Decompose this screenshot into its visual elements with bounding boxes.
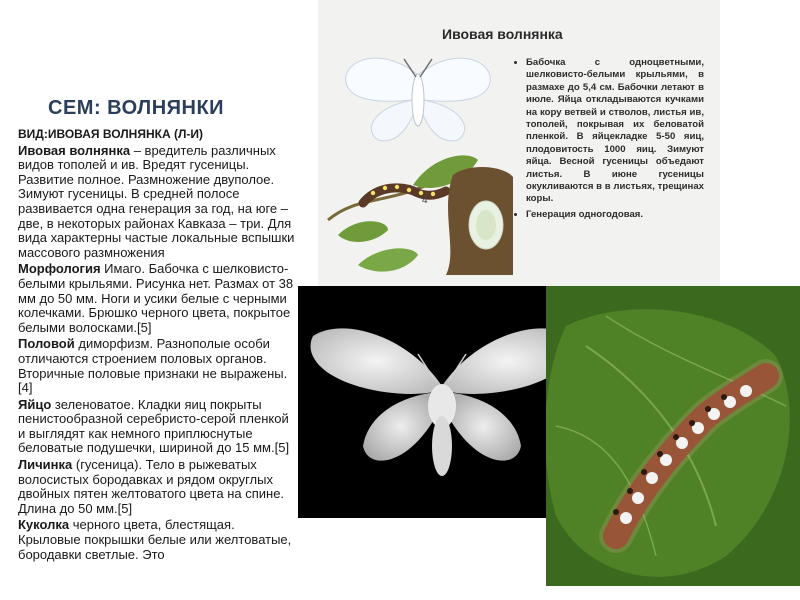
- intro-text: – вредитель различных видов тополей и ив. Вредят гусеницы. Развитие полное. Размножение двуполое. Зимуют гусеницы. В средней полосе развивается одна генерация за год, на юге – две, в некоторых районах Кавказа – три. Для вида характерны частые локальные вспышки массового размножения: [18, 142, 295, 260]
- paragraph-pupa: [18, 518, 298, 562]
- term-larva: Личинка: [18, 457, 73, 473]
- term-ivovaya: Ивовая волнянка: [18, 142, 131, 158]
- textbook-bullet-2: • Генерация одногодовая.: [526, 209, 704, 221]
- caterpillar-photo: [546, 286, 800, 586]
- slide-title: СЕМ: ВОЛНЯНКИ: [48, 97, 225, 119]
- pupa-text: черного цвета, блестящая. Крыловые покрышки белые или желтоватые, бородавки светлые. Это: [18, 517, 292, 562]
- textbook-illustration: [318, 45, 518, 280]
- species-subtitle: ВИД:ИВОВАЯ ВОЛНЯНКА (Л-И): [18, 127, 203, 141]
- textbook-title: Ивовая волнянка: [442, 26, 563, 42]
- moth-photo: [298, 286, 586, 518]
- textbook-figure: [318, 0, 720, 287]
- term-sexual: Половой: [18, 336, 75, 352]
- description-text: [18, 127, 298, 564]
- morphology-text: Имаго. Бабочка с шелковисто-белыми крыльями. Рисунка нет. Размах от 38 мм до 50 мм. Ноги и усики белые с черными колечками. Брюшко черного цвета, покрытое белыми волосками.[5]: [18, 261, 294, 335]
- paragraph-larva: [18, 458, 298, 516]
- paragraph-intro: [18, 144, 298, 261]
- bark-illustration: [446, 167, 513, 275]
- egg-text: зеленоватое. Кладки яиц покрыты пенистообразной серебристо-серой пленкой и выглядят как немного приплюснутые беловатые подушечки, шириной до 15 мм.[5]: [18, 396, 290, 456]
- term-egg: Яйцо: [18, 396, 52, 412]
- paragraph-morphology: [18, 262, 298, 335]
- paragraph-egg: [18, 398, 298, 456]
- moth-illustration: [346, 58, 491, 141]
- dimorphism-text: диморфизм. Разнополые особи отличаются строением половых органов. Вторичные половые признаки не выражены.[4]: [18, 336, 288, 396]
- textbook-text: [516, 57, 704, 224]
- term-morphology: Морфология: [18, 261, 101, 277]
- term-pupa: Куколка: [18, 517, 70, 533]
- paragraph-dimorphism: [18, 337, 298, 395]
- larva-text: (гусеница). Тело в рыжеватых волосистых бородавках и рядом округлых двойных пятен желтоватого цвета на спине. Длина до 50 мм.[5]: [18, 457, 285, 516]
- caterpillar-photo-image: [546, 286, 800, 586]
- figure-number: 4: [422, 195, 428, 206]
- textbook-bullet-1: • Бабочка с одноцветными, шелковисто-белыми крыльями, в размахе до 5,4 см. Бабочки летают в июле. Яйца откладываются кучками на кору ветвей и стволов, листья ив, тополей, покрывая их беловатой пленкой. В яйцекладке 5-50 яиц, плодовитость 1000 яиц. Зимуют яйца. Весной гусеницы объедают листья. В июне гусеницы окукливаются в в листьях, трещинах коры.: [526, 57, 704, 206]
- moth-photo-image: [298, 286, 586, 518]
